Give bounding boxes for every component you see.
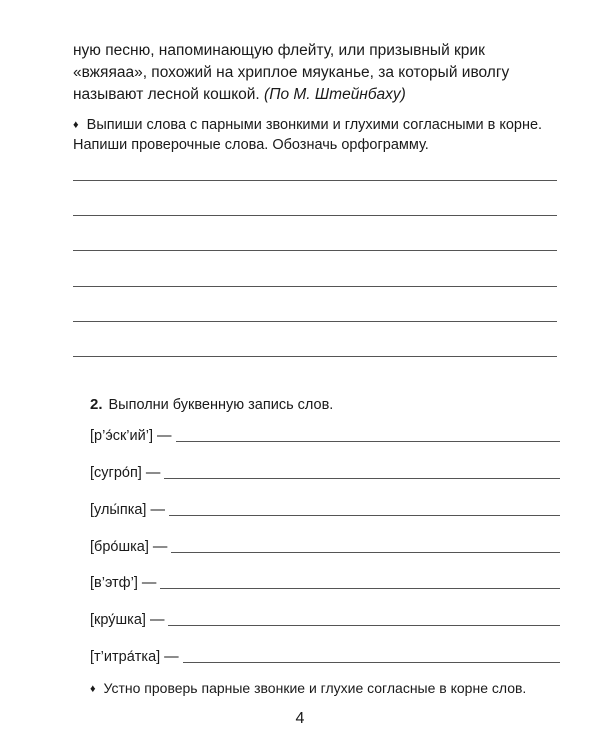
transcription-row <box>90 571 560 593</box>
transcription-word: [кру́шка] — <box>90 612 165 628</box>
answer-line[interactable] <box>169 514 560 516</box>
transcription-word: [улы́пка] — <box>90 502 165 518</box>
transcription-word: [р’э́ск’ий’] — <box>90 428 172 444</box>
answer-line[interactable] <box>171 551 560 553</box>
answer-line[interactable] <box>73 286 557 287</box>
transcription-row <box>90 608 560 630</box>
transcription-row <box>90 535 560 557</box>
answer-line[interactable] <box>73 215 557 216</box>
instruction-write-words <box>73 115 563 155</box>
answer-line[interactable] <box>160 587 560 589</box>
answer-line[interactable] <box>73 356 557 357</box>
task-number: 2. <box>90 396 103 413</box>
transcription-word: [в’этф’] — <box>90 575 157 591</box>
instruction-check-orally <box>90 680 560 696</box>
diamond-bullet-icon: ♦ <box>73 119 79 131</box>
transcription-row <box>90 461 560 483</box>
answer-line[interactable] <box>73 250 557 251</box>
answer-line[interactable] <box>73 180 557 181</box>
answer-line[interactable] <box>176 440 560 442</box>
story-paragraph <box>73 40 563 106</box>
story-text: ную песню, напоминающую флейту, или призывный крик «вжяяаа», похожий на хриплое мяуканье, за который иволгу называют лесной кошкой. <box>73 42 510 103</box>
answer-line[interactable] <box>183 661 560 663</box>
instruction-text: Выпиши слова с парными звонкими и глухими согласными в корне. Напиши проверочные слова. Обозначь орфограмму. <box>73 117 543 153</box>
transcription-row <box>90 645 560 667</box>
instruction-text: Устно проверь парные звонкие и глухие согласные в корне слов. <box>103 680 527 696</box>
transcription-row <box>90 498 560 520</box>
transcription-row <box>90 424 560 446</box>
task-title-text: Выполни буквенную запись слов. <box>108 397 334 413</box>
transcription-word: [бро́шка] — <box>90 539 168 555</box>
story-citation: (По М. Штейнбаху) <box>264 86 406 103</box>
transcription-word: [т’итра́тка] — <box>90 649 179 665</box>
task-2-title <box>90 396 333 413</box>
answer-line[interactable] <box>168 624 560 626</box>
answer-line[interactable] <box>164 477 560 479</box>
answer-line[interactable] <box>73 321 557 322</box>
transcription-word: [сугро́п] — <box>90 465 161 481</box>
diamond-bullet-icon: ♦ <box>90 683 96 695</box>
page-number: 4 <box>295 710 305 727</box>
